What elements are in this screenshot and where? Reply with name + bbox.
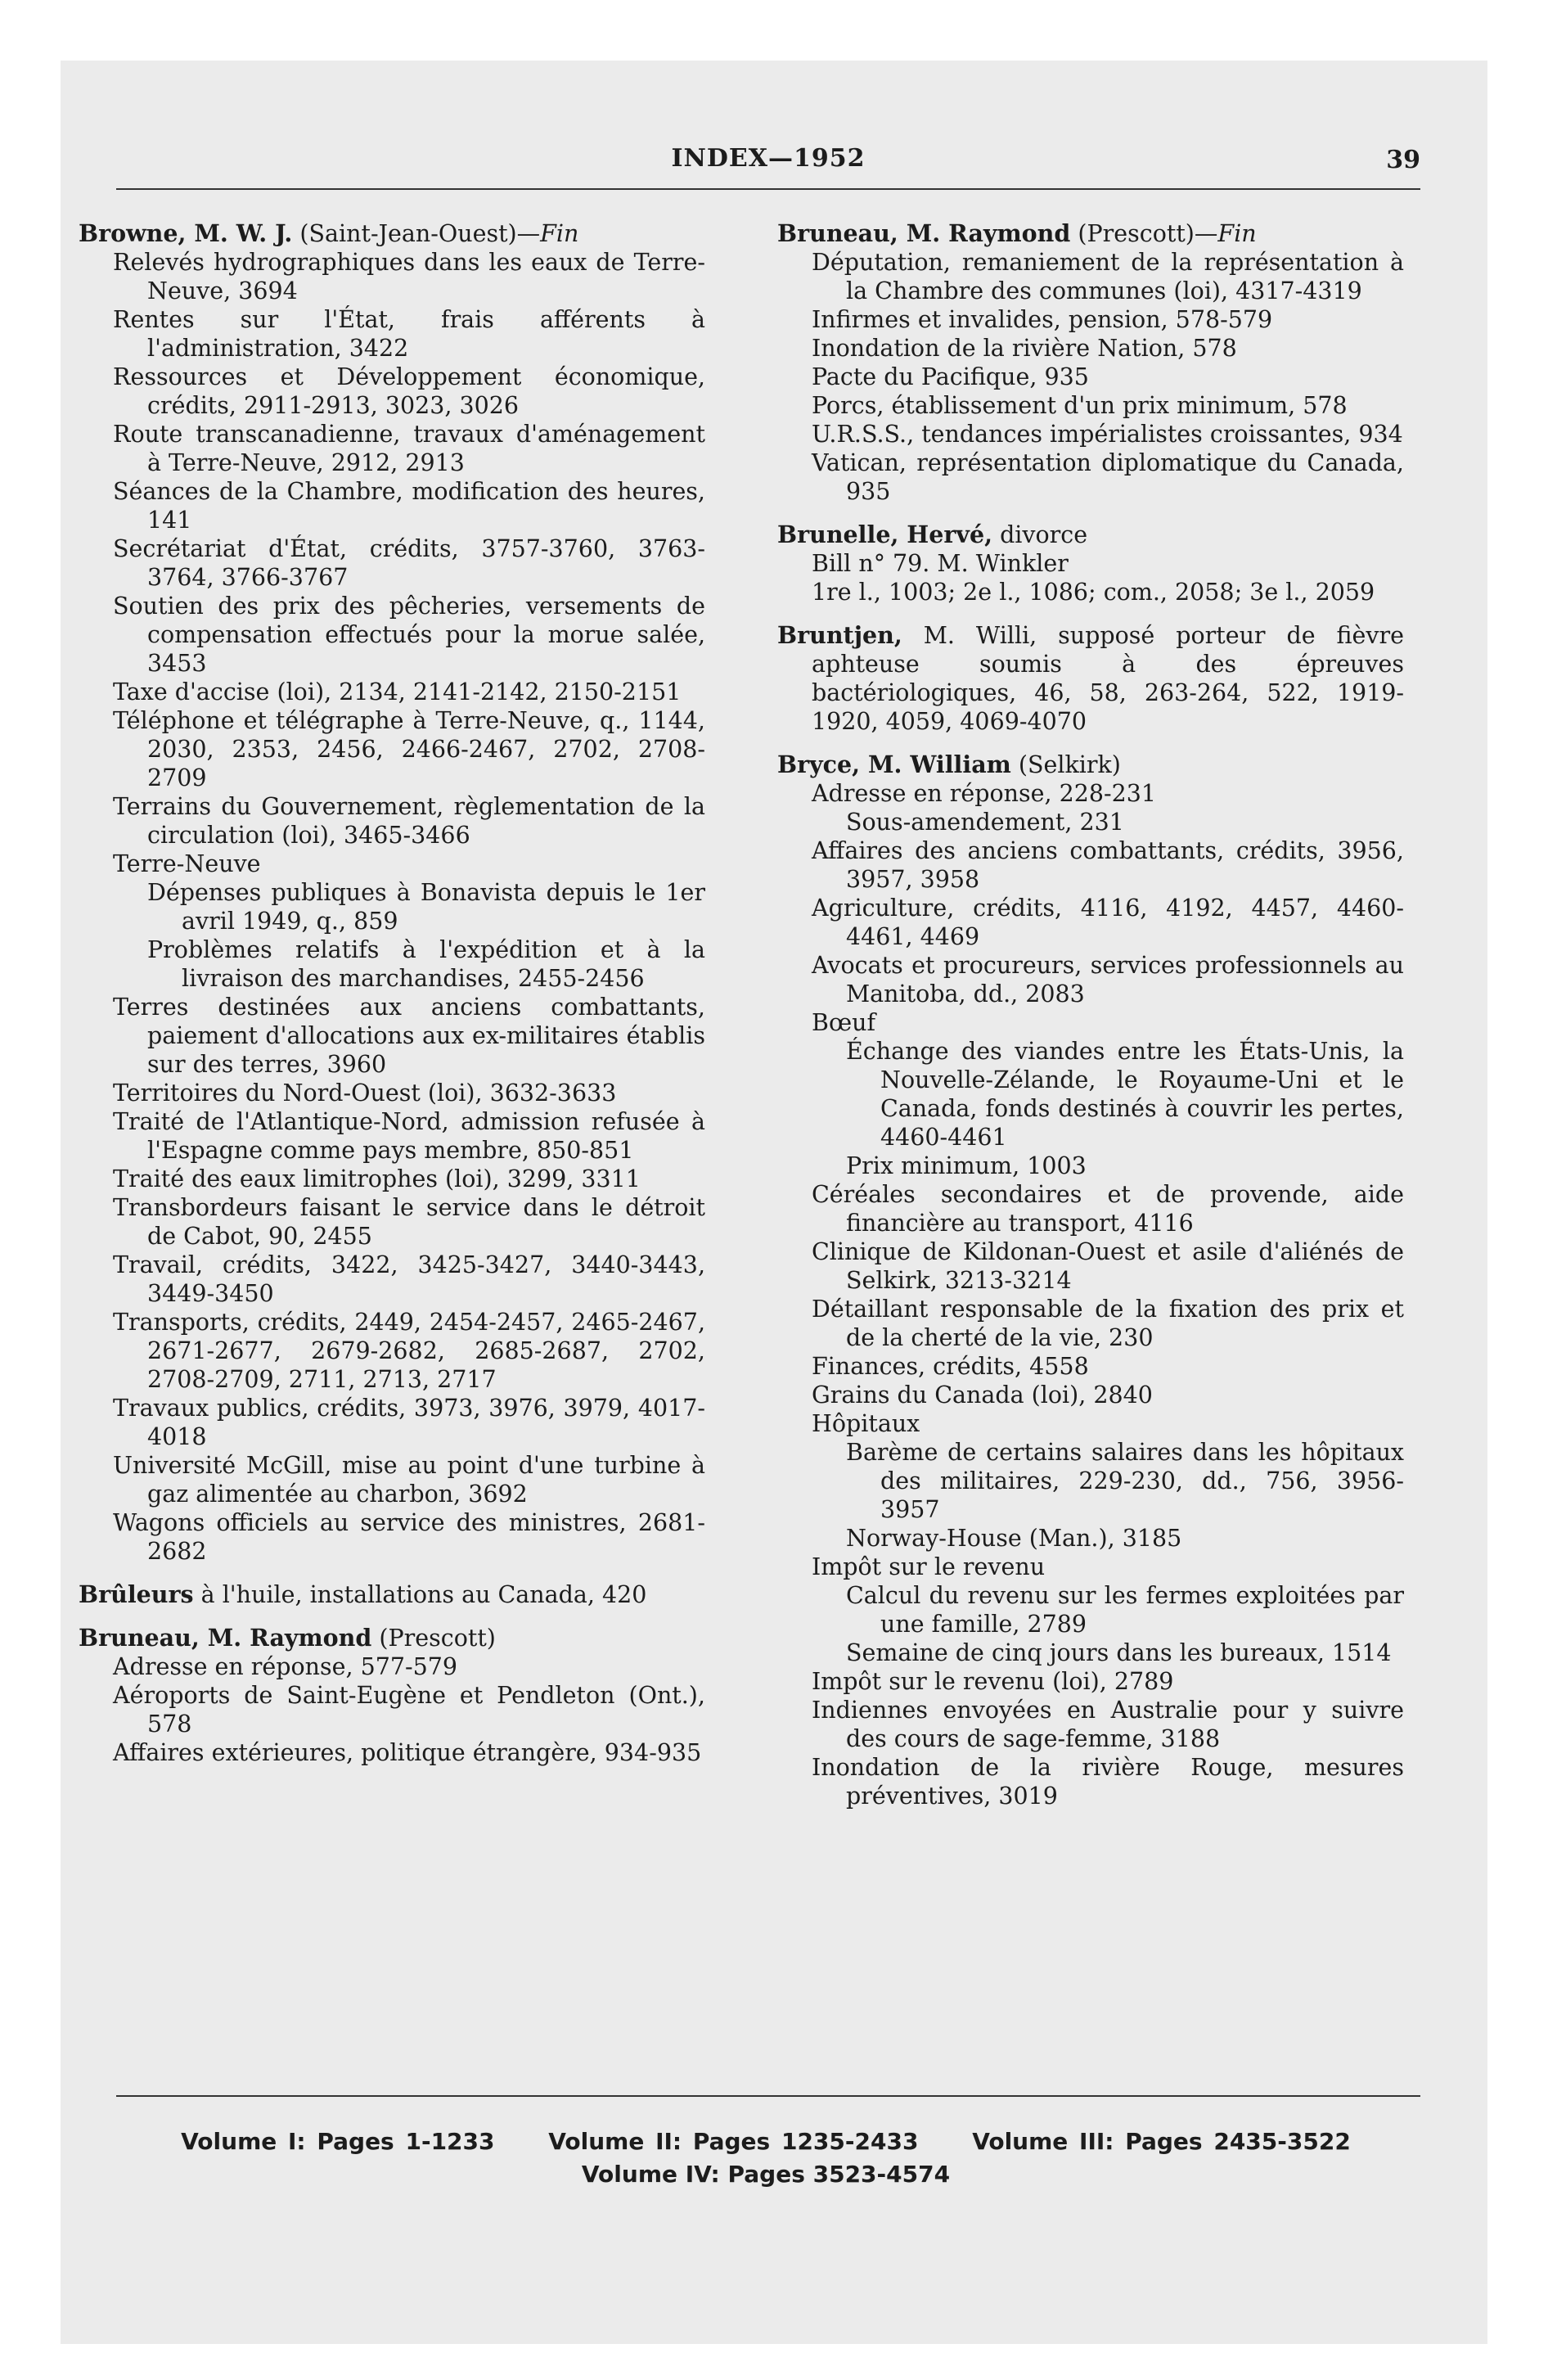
- list-subitem: Prix minimum, 1003: [846, 1152, 1087, 1179]
- entry-heading: Bruneau, M. Raymond (Prescott)—Fin: [777, 219, 1257, 247]
- volume-2-range: Volume II: Pages 1235-2433: [548, 2128, 919, 2155]
- list-item: Détaillant responsable de la fixation des prix et de la cherté de la vie, 230: [812, 1296, 1404, 1351]
- page-number: 39: [1386, 146, 1420, 174]
- entry-name: Brunelle, Hervé,: [777, 521, 992, 548]
- list-item: Pacte du Pacifique, 935: [812, 363, 1089, 390]
- entry-heading: Browne, M. W. J. (Saint-Jean-Ouest)—Fin: [79, 219, 579, 247]
- list-item: Vatican, représentation diplomatique du Canada, 935: [812, 449, 1404, 505]
- volume-legend-line-2: [79, 2161, 1453, 2188]
- list-item: Transbordeurs faisant le service dans le détroit de Cabot, 90, 2455: [113, 1194, 705, 1250]
- list-item: Transports, crédits, 2449, 2454-2457, 2465-2467, 2671-2677, 2679-2682, 2685-2687, 2702, 2708-2709, 2711, 2713, 2717: [113, 1309, 705, 1393]
- list-item: Université McGill, mise au point d'une turbine à gaz alimentée au charbon, 3692: [113, 1452, 705, 1508]
- footer-divider: [116, 2095, 1420, 2097]
- index-entry-bruneau: [79, 1624, 705, 1767]
- list-item: Céréales secondaires et de provende, aide financière au transport, 4116: [812, 1181, 1404, 1237]
- list-item: Route transcanadienne, travaux d'aménagement à Terre-Neuve, 2912, 2913: [113, 421, 705, 476]
- volume-4-range: Volume IV: Pages 3523-4574: [581, 2161, 951, 2188]
- list-subitem: Barème de certains salaires dans les hôpitaux des militaires, 229-230, dd., 756, 3956-3957: [846, 1439, 1404, 1523]
- list-item: Traité de l'Atlantique-Nord, admission refusée à l'Espagne comme pays membre, 850-851: [113, 1108, 705, 1164]
- list-item: Hôpitaux: [812, 1410, 920, 1437]
- index-entry-bruntjen: [777, 621, 1404, 736]
- list-item: Grains du Canada (loi), 2840: [812, 1382, 1153, 1409]
- list-item: Impôt sur le revenu (loi), 2789: [812, 1668, 1174, 1695]
- list-item: Ressources et Développement économique, crédits, 2911-2913, 3023, 3026: [113, 363, 705, 419]
- list-item: Soutien des prix des pêcheries, versements de compensation effectués pour la morue salée, 3453: [113, 593, 705, 677]
- list-item: Porcs, établissement d'un prix minimum, 578: [812, 392, 1348, 419]
- list-item: Infirmes et invalides, pension, 578-579: [812, 306, 1273, 333]
- entry-heading: Bruneau, M. Raymond (Prescott): [79, 1624, 496, 1652]
- entry-heading: Brunelle, Hervé, divorce: [777, 521, 1088, 548]
- list-item: Traité des eaux limitrophes (loi), 3299, 3311: [113, 1165, 641, 1192]
- bill-number: Bill n° 79. M. Winkler: [812, 550, 1069, 577]
- bryce-subentries: [777, 779, 1404, 1810]
- list-item: Travaux publics, crédits, 3973, 3976, 3979, 4017-4018: [113, 1395, 705, 1450]
- list-item: Wagons officiels au service des ministres, 2681-2682: [113, 1509, 705, 1565]
- list-item: Impôt sur le revenu: [812, 1553, 1046, 1580]
- list-item: Adresse en réponse, 228-231: [812, 780, 1157, 807]
- list-item: Députation, remaniement de la représentation à la Chambre des communes (loi), 4317-4319: [812, 249, 1404, 304]
- list-item: Clinique de Kildonan-Ouest et asile d'aliénés de Selkirk, 3213-3214: [812, 1238, 1404, 1294]
- entry-name: Brûleurs: [79, 1580, 194, 1608]
- list-item: Secrétariat d'État, crédits, 3757-3760, 3763-3764, 3766-3767: [113, 535, 705, 591]
- list-item: U.R.S.S., tendances impérialistes croissantes, 934: [812, 421, 1403, 448]
- index-entry-brunelle: [777, 521, 1404, 606]
- list-subitem: Semaine de cinq jours dans les bureaux, 1514: [846, 1639, 1392, 1666]
- list-item: Téléphone et télégraphe à Terre-Neuve, q., 1144, 2030, 2353, 2456, 2466-2467, 2702, 2708-2709: [113, 707, 705, 791]
- list-item: Terres destinées aux anciens combattants, paiement d'allocations aux ex-militaires établis sur des terres, 3960: [113, 994, 705, 1078]
- entry-name: Bruneau, M. Raymond: [777, 219, 1071, 247]
- list-item: Agriculture, crédits, 4116, 4192, 4457, 4460-4461, 4469: [812, 895, 1404, 950]
- list-item: Affaires extérieures, politique étrangère, 934-935: [113, 1739, 702, 1766]
- list-item: Inondation de la rivière Nation, 578: [812, 335, 1237, 362]
- list-item: Avocats et procureurs, services professionnels au Manitoba, dd., 2083: [812, 952, 1404, 1007]
- entry-heading: Brûleurs à l'huile, installations au Canada, 420: [79, 1580, 647, 1608]
- list-item: Finances, crédits, 4558: [812, 1353, 1089, 1380]
- entry-name: Browne, M. W. J.: [79, 219, 293, 247]
- list-item: Inondation de la rivière Rouge, mesures préventives, 3019: [812, 1754, 1404, 1810]
- entry-name: Bruneau, M. Raymond: [79, 1624, 372, 1652]
- header-divider: [116, 188, 1420, 190]
- list-item: Adresse en réponse, 577-579: [113, 1653, 458, 1680]
- entry-name: Bryce, M. William: [777, 751, 1011, 778]
- page-header: [116, 144, 1420, 182]
- left-column: [79, 219, 705, 1782]
- right-column: [777, 219, 1404, 1825]
- list-item: Affaires des anciens combattants, crédits, 3956, 3957, 3958: [812, 837, 1404, 893]
- index-entry-browne: [79, 219, 705, 1566]
- list-subitem: Dépenses publiques à Bonavista depuis le 1er avril 1949, q., 859: [147, 879, 705, 935]
- list-item: Terre-Neuve: [113, 850, 261, 877]
- volume-3-range: Volume III: Pages 2435-3522: [972, 2128, 1351, 2155]
- list-subitem: Norway-House (Man.), 3185: [846, 1525, 1182, 1552]
- index-entry-bryce: [777, 751, 1404, 1810]
- list-item: Travail, crédits, 3422, 3425-3427, 3440-3443, 3449-3450: [113, 1251, 705, 1307]
- bill-readings: 1re l., 1003; 2e l., 1086; com., 2058; 3e l., 2059: [812, 579, 1375, 606]
- index-title: INDEX—1952: [671, 144, 866, 173]
- list-subitem: Sous-amendement, 231: [846, 809, 1124, 836]
- list-item: Territoires du Nord-Ouest (loi), 3632-3633: [113, 1080, 617, 1107]
- list-item: Taxe d'accise (loi), 2134, 2141-2142, 2150-2151: [113, 678, 682, 705]
- volume-legend: [79, 2128, 1453, 2155]
- list-subitem: Problèmes relatifs à l'expédition et à la livraison des marchandises, 2455-2456: [147, 936, 705, 992]
- list-item: Séances de la Chambre, modification des heures, 141: [113, 478, 705, 534]
- list-subitem: Échange des viandes entre les États-Unis, la Nouvelle-Zélande, le Royaume-Uni et le Canada, fonds destinés à couvrir les pertes, 4460-4461: [846, 1038, 1404, 1151]
- entry-heading: Bruntjen, M. Willi, supposé porteur de fièvre aphteuse soumis à des épreuves bactériologiques, 46, 58, 263-264, 522, 1919-1920, 4059, 4069-4070: [777, 621, 1404, 735]
- entry-name: Bruntjen,: [777, 621, 902, 649]
- list-subitem: Calcul du revenu sur les fermes exploitées par une famille, 2789: [846, 1582, 1404, 1638]
- list-item: Bœuf: [812, 1009, 876, 1036]
- volume-1-range: Volume I: Pages 1-1233: [181, 2128, 495, 2155]
- index-entry-bruneau-fin: [777, 219, 1404, 506]
- list-item: Relevés hydrographiques dans les eaux de Terre-Neuve, 3694: [113, 249, 705, 304]
- list-item: Terrains du Gouvernement, règlementation de la circulation (loi), 3465-3466: [113, 793, 705, 849]
- list-item: Aéroports de Saint-Eugène et Pendleton (Ont.), 578: [113, 1682, 705, 1738]
- list-item: Indiennes envoyées en Australie pour y suivre des cours de sage-femme, 3188: [812, 1697, 1404, 1752]
- entry-heading: Bryce, M. William (Selkirk): [777, 751, 1121, 778]
- index-entry-bruleurs: [79, 1580, 705, 1609]
- list-item: Rentes sur l'État, frais afférents à l'administration, 3422: [113, 306, 705, 362]
